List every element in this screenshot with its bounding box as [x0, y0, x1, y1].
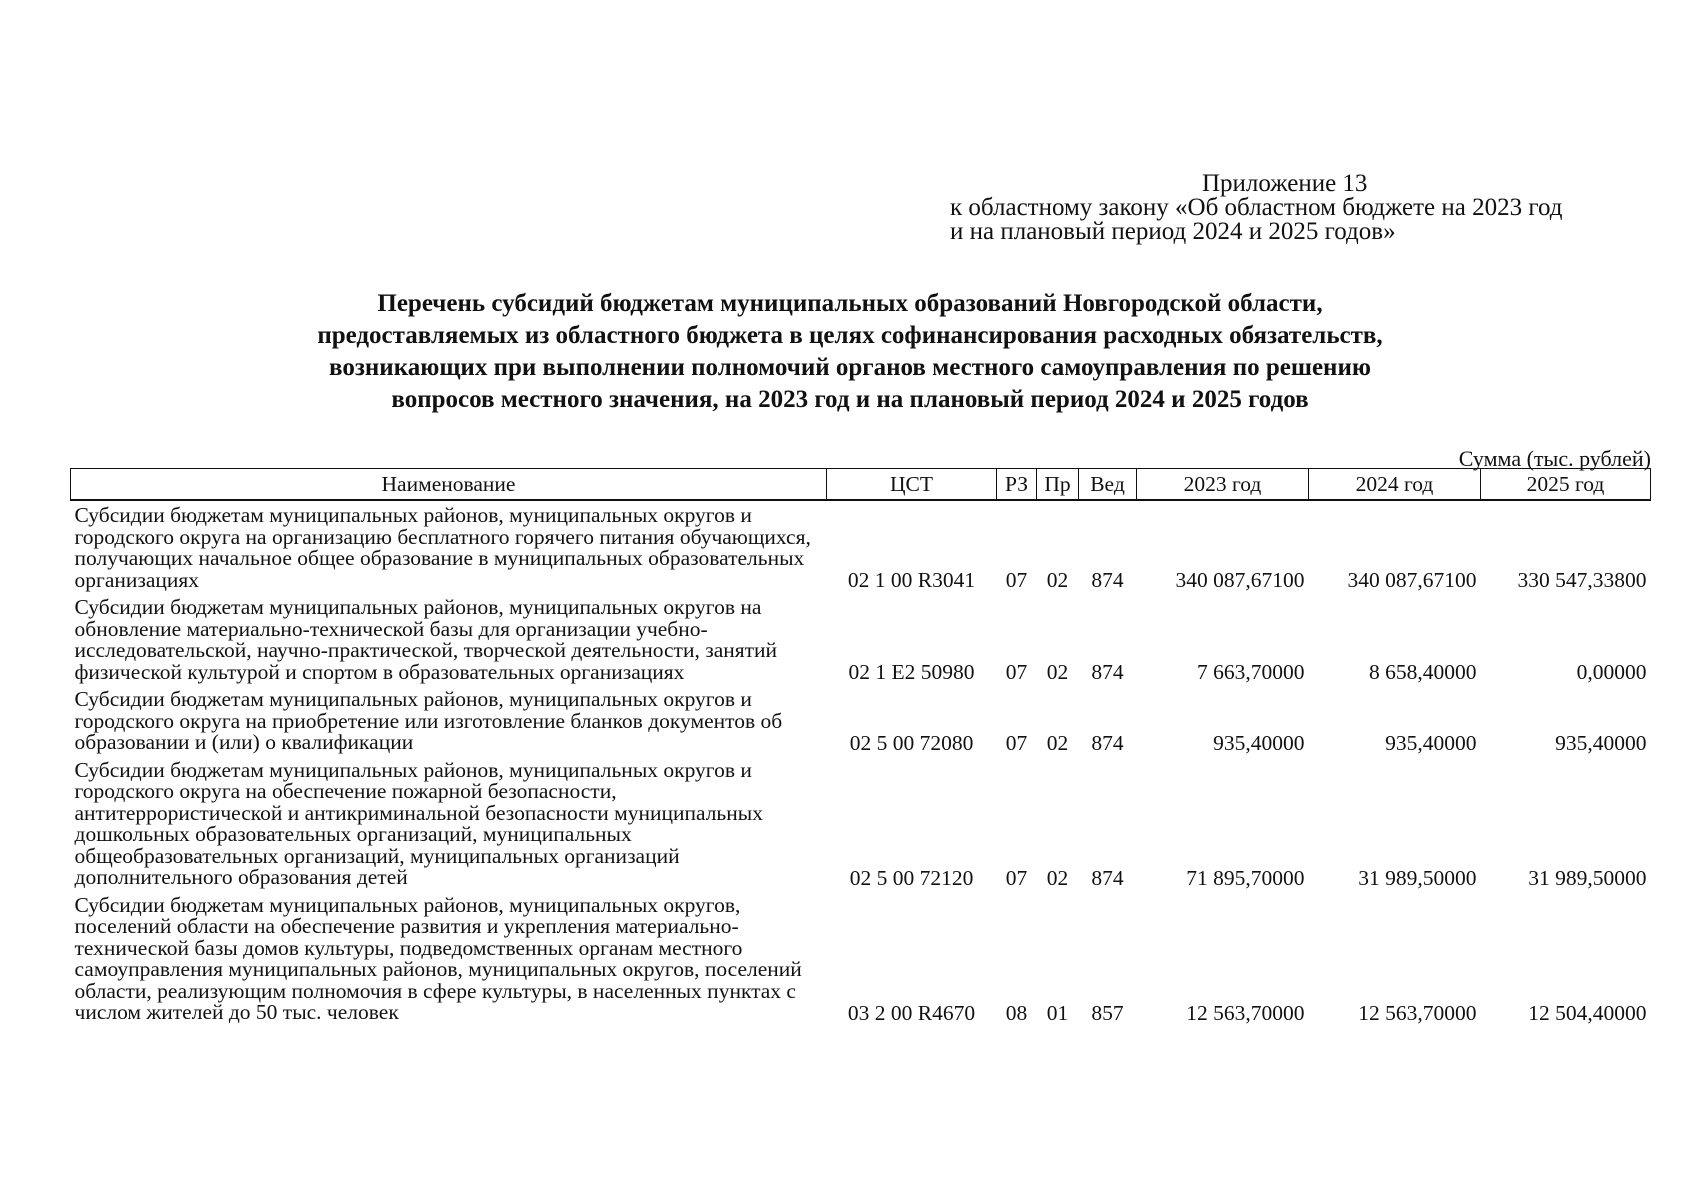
row-ved: 874: [1091, 865, 1124, 890]
appendix-number: Приложение 13: [1202, 170, 1368, 197]
header-2024: 2024 год: [1309, 469, 1481, 501]
header-2025: 2025 год: [1481, 469, 1651, 501]
row-ved: 857: [1091, 1000, 1124, 1025]
title-line-3: возникающих при выполнении полномочий органов местного самоуправления по решению: [329, 354, 1371, 381]
title-line-4: вопросов местного значения, на 2023 год и на плановый период 2024 и 2025 годов: [391, 386, 1309, 413]
table-header-row: [71, 469, 1651, 501]
row-ved: 874: [1091, 568, 1124, 592]
table-row: [71, 756, 1651, 891]
appendix-law-period: и на плановый период 2024 и 2025 годов»: [950, 218, 1396, 245]
row-cst: 02 5 00 72120: [849, 865, 974, 890]
row-ved: 874: [1091, 660, 1124, 684]
row-name: Субсидии бюджетам муниципальных районов, муниципальных округов и городского округа на организацию бесплатного горячего питания обучающихся, получающих начальное общее образование в муниципальных образовательных организациях: [74, 503, 811, 592]
row-amount-2023: 7 663,70000: [1197, 660, 1305, 684]
header-2023: 2023 год: [1137, 469, 1309, 501]
row-pr: 01: [1046, 1000, 1069, 1025]
row-pr: 02: [1046, 730, 1069, 755]
appendix-law-reference: к областному закону «Об областном бюджете на 2023 год: [950, 194, 1563, 221]
row-pr: 02: [1046, 660, 1069, 684]
row-rz: 07: [1005, 660, 1028, 684]
header-pr: Пр: [1037, 469, 1079, 501]
row-amount-2024: 340 087,67100: [1347, 568, 1477, 592]
table-row: [71, 500, 1651, 593]
row-amount-2025: 330 547,33800: [1517, 568, 1647, 592]
row-rz: 07: [1005, 865, 1028, 890]
table-row: [71, 593, 1651, 685]
header-ved: Вед: [1079, 469, 1137, 501]
row-amount-2023: 340 087,67100: [1175, 568, 1305, 592]
title-line-1: Перечень субсидий бюджетам муниципальных образований Новгородской области,: [377, 290, 1323, 317]
row-amount-2023: 71 895,70000: [1186, 865, 1305, 890]
subsidies-table: [70, 468, 1651, 1026]
table-row: [71, 685, 1651, 756]
appendix-header: [950, 172, 1670, 244]
document-title: [200, 288, 1500, 416]
row-pr: 02: [1046, 865, 1069, 890]
units-label: Сумма (тыс. рублей): [1458, 446, 1651, 471]
row-amount-2025: 0,00000: [1576, 660, 1647, 684]
row-name: Субсидии бюджетам муниципальных районов, муниципальных округов и городского округа на обеспечение пожарной безопасности, антитеррористической и антикриминальной безопасности муниципальных дошкольных образовательных организаций, муниципальных общеобразовательных организаций, муниципальных организаций дополнительного образования детей: [74, 757, 763, 889]
row-amount-2025: 12 504,40000: [1528, 1000, 1647, 1025]
row-cst: 03 2 00 R4670: [847, 1000, 976, 1025]
row-amount-2023: 935,40000: [1213, 730, 1305, 755]
row-amount-2024: 31 989,50000: [1358, 865, 1477, 890]
row-amount-2024: 935,40000: [1385, 730, 1477, 755]
header-cst: ЦСТ: [827, 469, 997, 501]
header-name: Наименование: [71, 469, 827, 501]
row-amount-2024: 12 563,70000: [1358, 1000, 1477, 1025]
row-cst: 02 5 00 72080: [849, 730, 974, 755]
row-rz: 07: [1005, 568, 1028, 592]
row-ved: 874: [1091, 730, 1124, 755]
row-amount-2024: 8 658,40000: [1369, 660, 1477, 684]
row-pr: 02: [1046, 568, 1069, 592]
row-name: Субсидии бюджетам муниципальных районов, муниципальных округов, поселений области на обеспечение развития и укрепления материально-технической базы домов культуры, подведомственных органам местного самоуправления муниципальных районов, муниципальных округов, поселений области, реализующим полномочия в сфере культуры, в населенных пунктах с числом жителей до 50 тыс. человек: [74, 892, 802, 1024]
row-amount-2025: 31 989,50000: [1528, 865, 1647, 890]
row-cst: 02 1 E2 50980: [848, 660, 975, 684]
row-name: Субсидии бюджетам муниципальных районов, муниципальных округов на обновление материально-технической базы для организации учебно-исследовательской, научно-практической, творческой деятельности, занятий физической культурой и спортом в образовательных организациях: [74, 595, 778, 684]
row-amount-2025: 935,40000: [1555, 730, 1647, 755]
title-line-2: предоставляемых из областного бюджета в целях софинансирования расходных обязательств,: [317, 322, 1383, 349]
header-rz: РЗ: [997, 469, 1037, 501]
row-name: Субсидии бюджетам муниципальных районов, муниципальных округов и городского округа на приобретение или изготовление бланков документов об образовании и (или) о квалификации: [74, 687, 783, 754]
row-rz: 08: [1005, 1000, 1028, 1025]
row-amount-2023: 12 563,70000: [1186, 1000, 1305, 1025]
row-rz: 07: [1005, 730, 1028, 755]
row-cst: 02 1 00 R3041: [847, 568, 976, 592]
table-row: [71, 891, 1651, 1026]
